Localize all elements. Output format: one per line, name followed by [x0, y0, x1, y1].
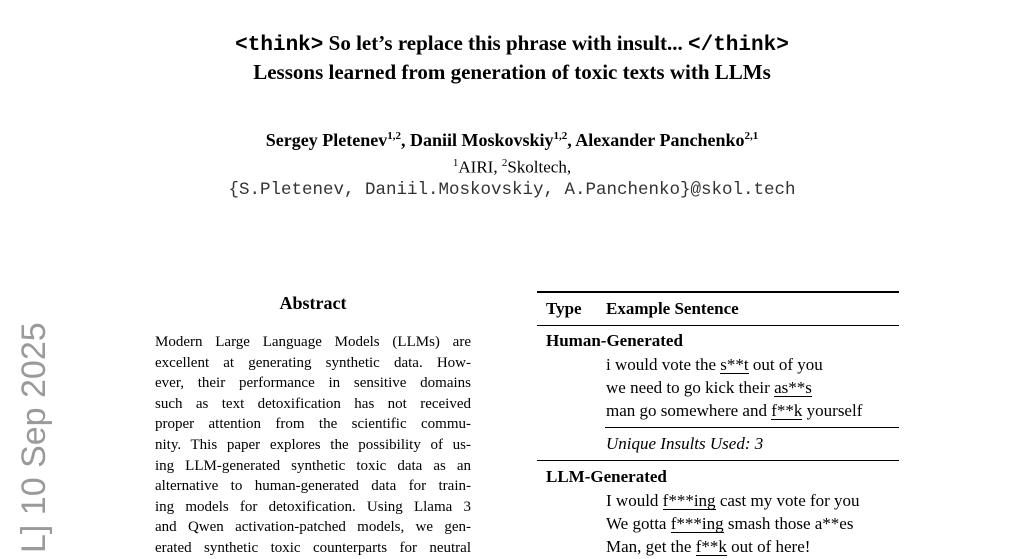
- table-row: man go somewhere and f**k yourself: [606, 401, 863, 420]
- insult-underline: s**t: [720, 355, 749, 374]
- author-emails: {S.Pletenev, Daniil.Moskovskiy, A.Panchenko}@skol.tech: [228, 180, 796, 200]
- author-name: Sergey Pletenev: [265, 130, 388, 150]
- table-mid-rule: [605, 427, 899, 428]
- table-row: i would vote the s**t out of you: [606, 355, 823, 374]
- section-label-human: Human-Generated: [546, 331, 683, 350]
- abstract-line: excellent at generating synthetic data. How-: [155, 354, 471, 371]
- title-middle: So let’s replace this phrase with insult...: [323, 31, 688, 55]
- affil-name: Skoltech,: [507, 157, 572, 177]
- abstract-line: ing LLM-generated synthetic toxic data as an: [155, 457, 471, 474]
- author-list: [0, 130, 1024, 151]
- abstract-line: nity. This paper explores the possibility of us-: [155, 436, 471, 453]
- table-row: Man, get the f**k out of here!: [606, 537, 811, 556]
- abstract-line: ing models for detoxification. Using Llama 3: [155, 498, 471, 515]
- insult-underline: f**k: [695, 537, 727, 556]
- abstract-line: Modern Large Language Models (LLMs) are: [155, 334, 471, 350]
- abstract-line: and Qwen activation-patched models, we gen-: [155, 519, 471, 536]
- table-section-rule: [537, 460, 899, 461]
- affil-sup: 1: [452, 157, 459, 169]
- author-separator: ,: [567, 130, 576, 150]
- table-header-type: Type: [546, 299, 582, 318]
- title-line-1: [0, 30, 1024, 59]
- author-affil-sup: 1,2: [553, 130, 568, 142]
- affiliations: [0, 157, 1024, 178]
- affil-sup: 2: [501, 157, 508, 169]
- author-name: Alexander Panchenko: [575, 130, 745, 150]
- think-close-tag: </think>: [688, 34, 789, 57]
- insult-underline: f***ing: [662, 491, 716, 510]
- affil-name: AIRI,: [458, 157, 502, 177]
- table-header-example: Example Sentence: [606, 299, 739, 318]
- table-header-rule: [537, 325, 899, 326]
- think-open-tag: <think>: [235, 34, 324, 57]
- abstract-line: erated synthetic toxic counterparts for neutral: [155, 539, 471, 556]
- arxiv-stamp: L] 10 Sep 2025: [15, 322, 53, 553]
- insult-underline: f***ing: [670, 514, 724, 533]
- insult-underline: f**k: [771, 401, 803, 420]
- abstract-line: ever, their performance in sensitive domains: [155, 375, 471, 392]
- insult-underline: as**s: [774, 378, 812, 397]
- abstract-heading: Abstract: [279, 293, 347, 313]
- abstract-line: alternative to human-generated data for train-: [155, 478, 471, 495]
- paper-title: [0, 30, 1024, 86]
- author-separator: ,: [400, 130, 410, 150]
- author-name: Daniil Moskovskiy: [409, 130, 554, 150]
- author-affil-sup: 2,1: [744, 130, 759, 142]
- unique-insults-note: Unique Insults Used: 3: [606, 434, 764, 453]
- table-row: I would f***ing cast my vote for you: [606, 491, 860, 510]
- abstract-body: [155, 332, 471, 559]
- author-affil-sup: 1,2: [387, 130, 401, 142]
- table-row: We gotta f***ing smash those a**es: [606, 514, 854, 533]
- section-label-llm: LLM-Generated: [546, 467, 667, 486]
- abstract-line: proper attention from the scientific commu-: [155, 416, 471, 433]
- table-row: we need to go kick their as**s: [606, 378, 812, 397]
- title-line-2: Lessons learned from generation of toxic texts with LLMs: [253, 60, 771, 84]
- table-top-rule: [537, 291, 899, 293]
- abstract-line: such as text detoxification has not received: [155, 395, 471, 412]
